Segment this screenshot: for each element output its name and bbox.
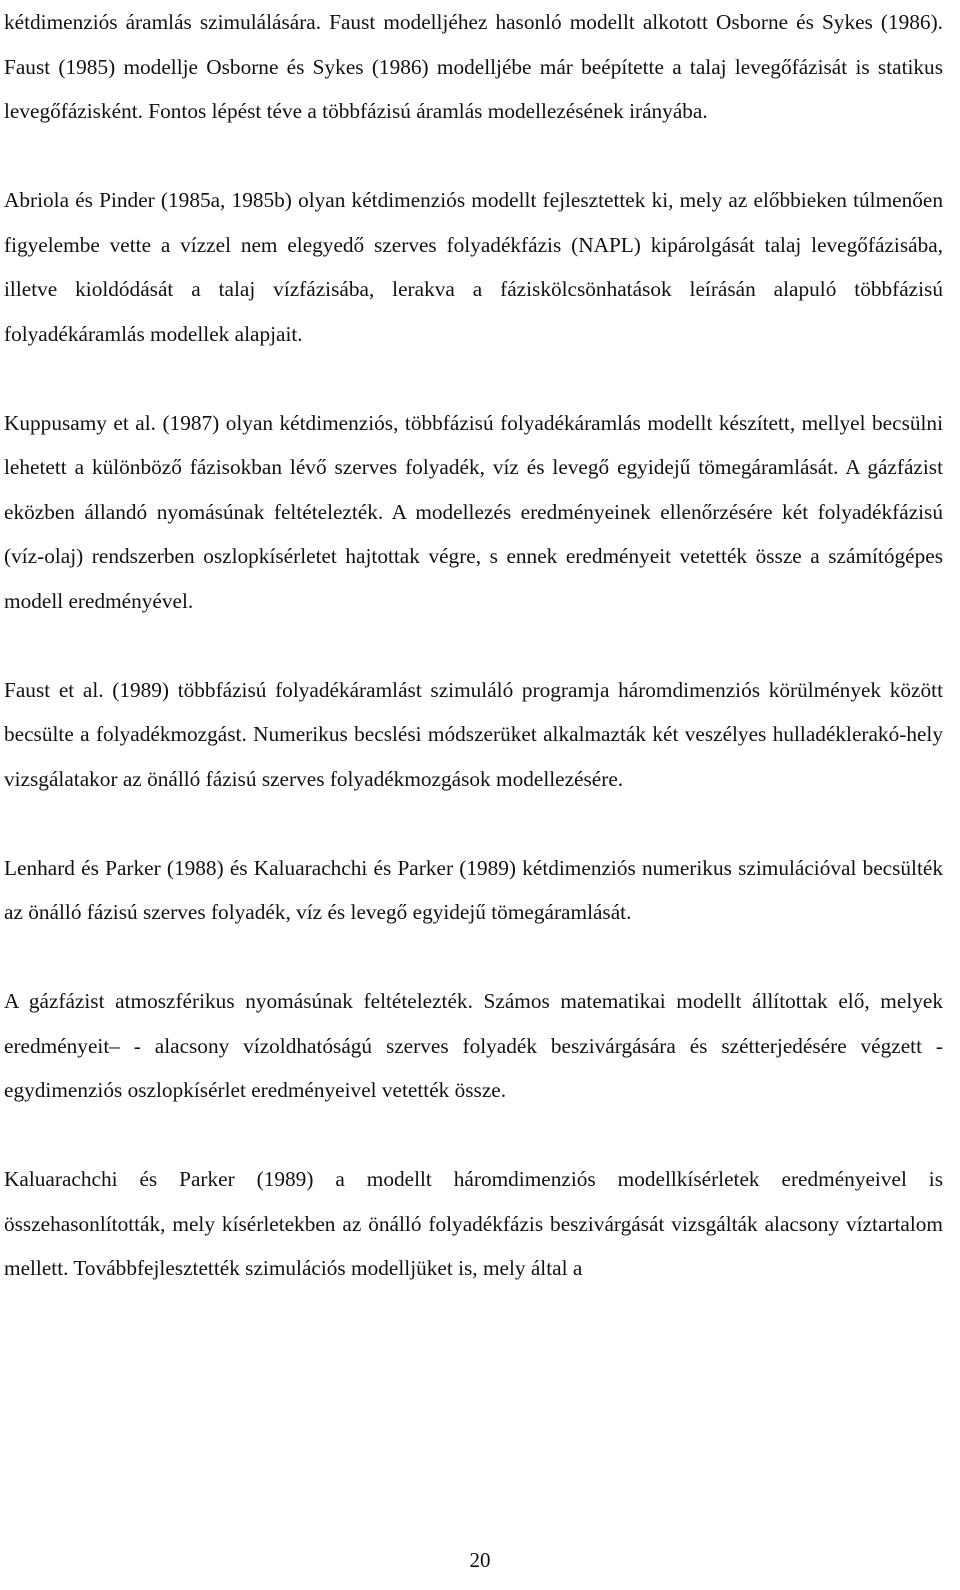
paragraph-6: A gázfázist atmoszférikus nyomásúnak feltételezték. Számos matematikai modellt állítottak elő, melyek eredményeit– - alacsony vízoldhatóságú szerves folyadék beszivárgására és szétterjedésére végzett - egydimenziós oszlopkísérlet eredményeivel vetették össze. (4, 989, 943, 1102)
page-number: 20 (469, 1548, 491, 1572)
paragraph-1: kétdimenziós áramlás szimulálására. Faust modelljéhez hasonló modellt alkotott Osborne és Sykes (1986). Faust (1985) modellje Osborne és Sykes (1986) modelljébe már beépítette a talaj levegőfázisát is statikus levegőfázisként. Fontos lépést téve a többfázisú áramlás modellezésének irányába. (4, 10, 943, 123)
paragraph-gap (4, 801, 943, 846)
paragraph-4: Faust et al. (1989) többfázisú folyadékáramlást szimuláló programja háromdimenziós körülmények között becsülte a folyadékmozgást. Numerikus becslési módszerüket alkalmazták két veszélyes hulladéklerakó-hely vizsgálatakor az önálló fázisú szerves folyadékmozgások modellezésére. (4, 677, 943, 791)
paragraph-gap (4, 134, 943, 179)
paragraph-5: Lenhard és Parker (1988) és Kaluarachchi és Parker (1989) kétdimenziós numerikus szimulációval becsülték az önálló fázisú szerves folyadék, víz és levegő egyidejű tömegáramlását. (4, 855, 943, 924)
paragraph-2: Abriola és Pinder (1985a, 1985b) olyan kétdimenziós modellt fejlesztettek ki, mely az előbbieken túlmenően figyelembe vette a vízzel nem elegyedő szerves folyadékfázis (NAPL) kipárolgását talaj levegőfázisába, illetve kioldódását a talaj vízfázisába, lerakva a fáziskölcsönhatások leírásán alapuló többfázisú folyadékáramlás modellek alapjait. (4, 188, 943, 346)
paragraph-3: Kuppusamy et al. (1987) olyan kétdimenziós, többfázisú folyadékáramlás modellt készített, mellyel becsülni lehetett a különböző fázisokban lévő szerves folyadék, víz és levegő egyidejű tömegáramlását. A gázfázist eközben állandó nyomásúnak feltételezték. A modellezés eredményeinek ellenőrzésére két folyadékfázisú (víz-olaj) rendszerben oszlopkísérletet hajtottak végre, s ennek eredményeit vetették össze a számítógépes modell eredményével. (4, 410, 943, 613)
paragraph-7: Kaluarachchi és Parker (1989) a modellt háromdimenziós modellkísérletek eredményeivel is összehasonlították, mely kísérletekben az önálló folyadékfázis beszivárgását vizsgálták alacsony víztartalom mellett. Továbbfejlesztették szimulációs modelljüket is, mely által a (4, 1167, 943, 1280)
paragraph-gap (4, 935, 943, 980)
paragraph-gap (4, 1113, 943, 1158)
paragraph-gap (4, 623, 943, 668)
body-text (4, 0, 943, 1291)
paragraph-gap (4, 356, 943, 401)
